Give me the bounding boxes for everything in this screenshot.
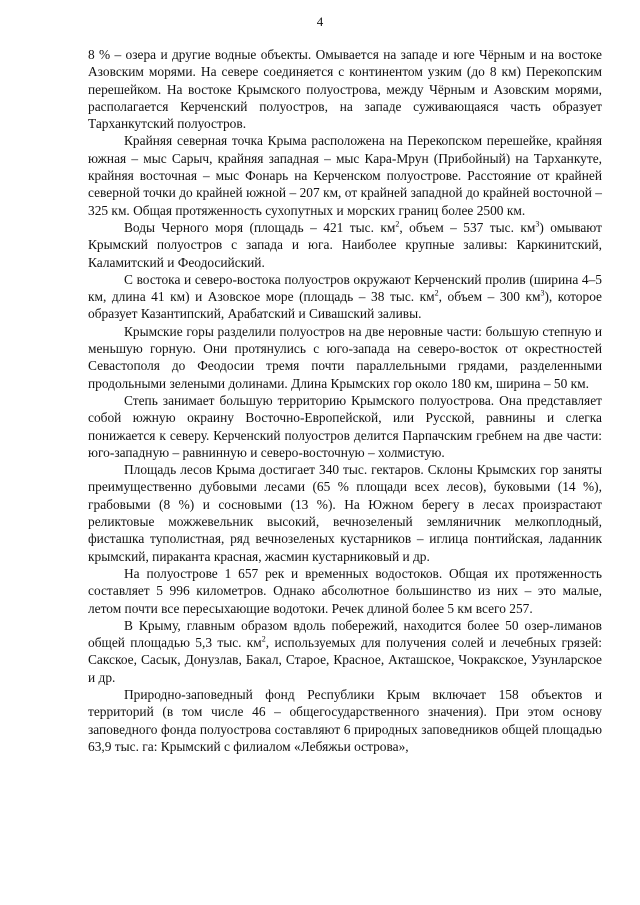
paragraph-text: , объем – 300 км (438, 289, 541, 305)
paragraph-text: Степь занимает большую территорию Крымского полуострова. Она представляет собой южную окраину Восточно-Европейской, или Русской, равнины и слегка понижается к северу. Керченский полуостров делится Парпачским гребнем на две части: юго-западную – равнинную и северо-восточную – холмистую. (88, 392, 602, 460)
paragraph-text: На полуострове 1 657 рек и временных водостоков. Общая их протяженность составляет 5 996 километров. Однако абсолютное большинство из них – это малые, летом почти все пересыхающие водотоки. Речек длиной более 5 км всего 257. (88, 565, 602, 616)
page-number: 4 (316, 14, 324, 29)
paragraph-text: Площадь лесов Крыма достигает 340 тыс. гектаров. Склоны Крымских гор заняты преимущественно дубовыми лесами (65 % площади всех лесов), буковыми (14 %), грабовыми (8 %) и сосновыми (13 %). На Южном берегу в лесах произрастают реликтовые можжевельник высокий, вечнозеленый земляничник мелкоплодный, фисташка туполистная, ряд вечнозеленых кустарников – иглица понтийская, ладанник крымский, пираканта красная, жасмин кустарниковый и др. (88, 462, 602, 564)
paragraph-text: ), которое образует Казантипский, Арабатский и Сивашский заливы. (88, 289, 602, 322)
superscript: 3 (535, 219, 540, 229)
paragraph (88, 271, 602, 323)
paragraph-text: В Крыму, главным образом вдоль побережий, находится более 50 озер-лиманов общей площадью 5,3 тыс. км (88, 617, 602, 651)
paragraph (88, 219, 602, 271)
paragraph (88, 132, 602, 218)
superscript: 2 (434, 288, 439, 298)
superscript: 2 (261, 634, 266, 644)
document-body (88, 46, 602, 755)
paragraph (88, 461, 602, 565)
paragraph-text: , используемых для получения солей и лечебных грязей: Сакское, Сасык, Донузлав, Бакал, Старое, Красное, Акташское, Чокракское, Узунларское и др. (88, 635, 602, 685)
paragraph-text: С востока и северо-востока полуостров окружают Керченский пролив (ширина 4–5 км, длина 41 км) и Азовское море (площадь – 38 тыс. км (88, 271, 602, 305)
paragraph-text: , объем – 537 тыс. км (399, 219, 536, 235)
paragraph-text: Природно-заповедный фонд Республики Крым включает 158 объектов и территорий (в том числе 46 – общегосударственного значения). При этом основу заповедного фонда полуострова составляют 6 природных заповедников общей площадью 63,9 тыс. га: Крымский с филиалом «Лебяжьи острова», (88, 686, 602, 754)
paragraph (88, 46, 602, 132)
paragraph-text: Крымские горы разделили полуостров на две неровные части: большую степную и меньшую горную. Они протянулись с юго-запада на северо-восток от окрестностей Севастополя до Феодосии тремя почти параллельными грядами, разделенными продольными зелеными долинами. Длина Крымских гор около 180 км, ширина – 50 км. (88, 323, 602, 391)
paragraph-text: ) омывают Крымский полуостров с запада и юга. Наиболее крупные заливы: Каркинитский, Каламитский и Феодосийский. (88, 219, 602, 270)
paragraph (88, 565, 602, 617)
superscript: 3 (540, 288, 545, 298)
paragraph (88, 686, 602, 755)
paragraph-text: Крайняя северная точка Крыма расположена на Перекопском перешейке, крайняя южная – мыс Сарыч, крайняя западная – мыс Кара-Мрун (Прибойный) на Тарханкуте, крайняя восточная – мыс Фонарь на Керченском полуострове. Расстояние от крайней северной точки до крайней южной – 207 км, от крайней западной до крайней восточной – 325 км. Общая протяженность сухопутных и морских границ более 2500 км. (88, 133, 602, 218)
paragraph (88, 323, 602, 392)
paragraph (88, 392, 602, 461)
paragraph (88, 617, 602, 686)
paragraph-text: 8 % – озера и другие водные объекты. Омывается на западе и юге Чёрным и на востоке Азовским морями. На севере соединяется с континентом узким (до 8 км) Перекопским перешейком. На востоке Крымского полуострова, между Чёрным и Азовским морями, располагается Керченский полуостров, на западе суживающаяся часть образует Тарханкутский полуостров. (88, 47, 602, 132)
superscript: 2 (395, 219, 400, 229)
paragraph-text: Воды Черного моря (площадь – 421 тыс. км (124, 219, 396, 235)
